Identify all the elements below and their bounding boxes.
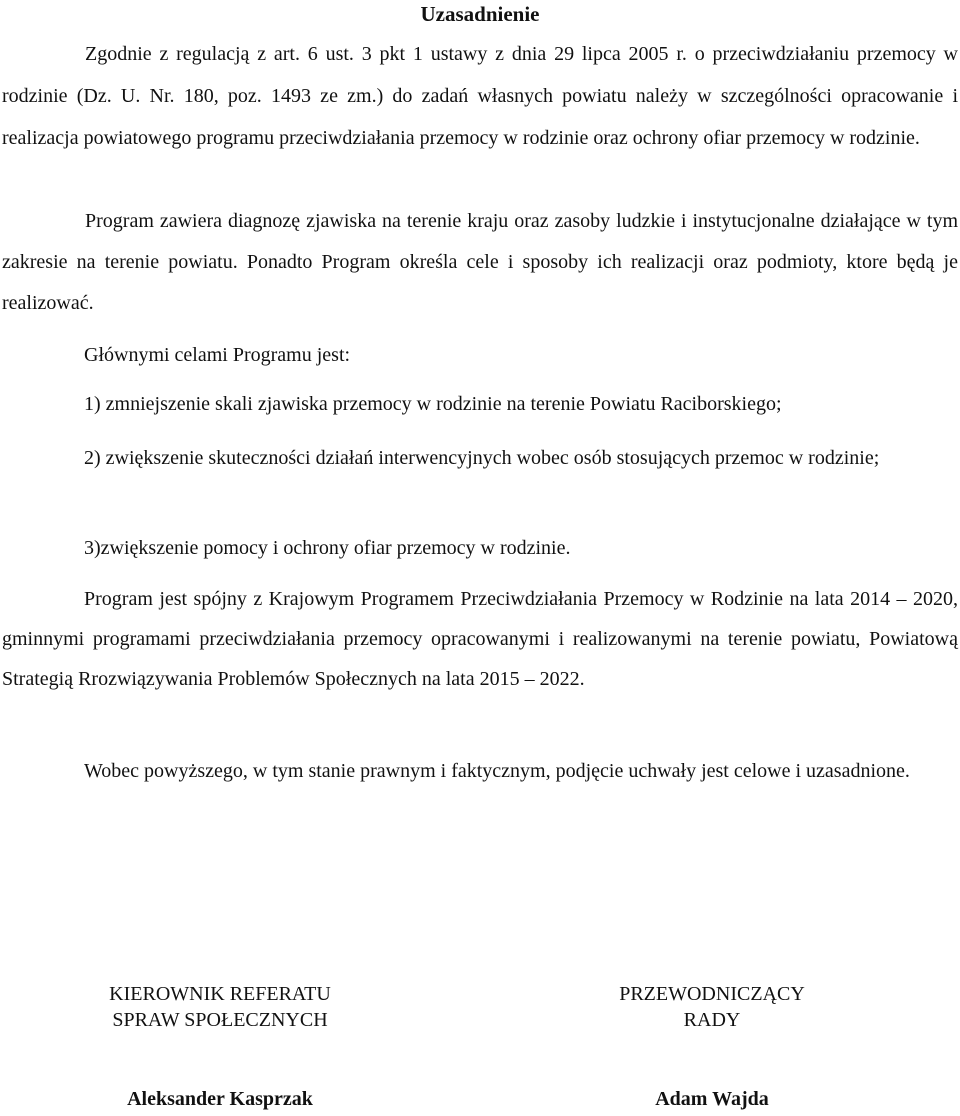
goal-item-2: 2) zwiększenie skuteczności działań interwencyjnych wobec osób stosujących przemoc w rodzinie; [84, 447, 880, 469]
signature-role-left-line-1: KIEROWNIK REFERATU [109, 983, 331, 1005]
goals-intro: Głównymi celami Programu jest: [84, 344, 351, 366]
signature-role-left-line-2: SPRAW SPOŁECZNYCH [112, 1009, 328, 1031]
goal-item-3: 3)zwiększenie pomocy i ochrony ofiar przemocy w rodzinie. [84, 537, 571, 559]
signature-role-right-line-1: PRZEWODNICZĄCY [619, 983, 805, 1005]
paragraph-conclusion: Wobec powyższego, w tym stanie prawnym i faktycznym, podjęcie uchwały jest celowe i uzasadnione. [84, 760, 910, 782]
paragraph-program-content: Program zawiera diagnozę zjawiska na terenie kraju oraz zasoby ludzkie i instytucjonalne działające w tym zakresie na terenie powiatu. Ponadto Program określa cele i sposoby ich realizacji oraz podmioty, ktore będą je realizować. [2, 210, 958, 314]
signature-role-right [552, 981, 872, 1033]
signature-role-right-line-2: RADY [683, 1009, 741, 1031]
signature-role-left [60, 981, 380, 1033]
signatory-name-right: Adam Wajda [655, 1088, 769, 1110]
paragraph-legal-basis: Zgodnie z regulacją z art. 6 ust. 3 pkt 1 ustawy z dnia 29 lipca 2005 r. o przeciwdziałaniu przemocy w rodzinie (Dz. U. Nr. 180, poz. 1493 ze zm.) do zadań własnych powiatu należy w szczególności opracowanie i realizacja powiatowego programu przeciwdziałania przemocy w rodzinie oraz ochrony ofiar przemocy w rodzinie. [2, 43, 958, 149]
goal-item-1: 1) zmniejszenie skali zjawiska przemocy w rodzinie na terenie Powiatu Raciborskiego; [84, 393, 782, 415]
paragraph-consistency: Program jest spójny z Krajowym Programem Przeciwdziałania Przemocy w Rodzinie na lata 2014 – 2020, gminnymi programami przeciwdziałania przemocy opracowanymi i realizowanymi na terenie powiatu, Powiatową Strategią Rrozwiązywania Problemów Społecznych na lata 2015 – 2022. [2, 588, 958, 690]
signatory-name-left: Aleksander Kasprzak [127, 1088, 313, 1110]
document-title: Uzasadnienie [420, 2, 540, 26]
